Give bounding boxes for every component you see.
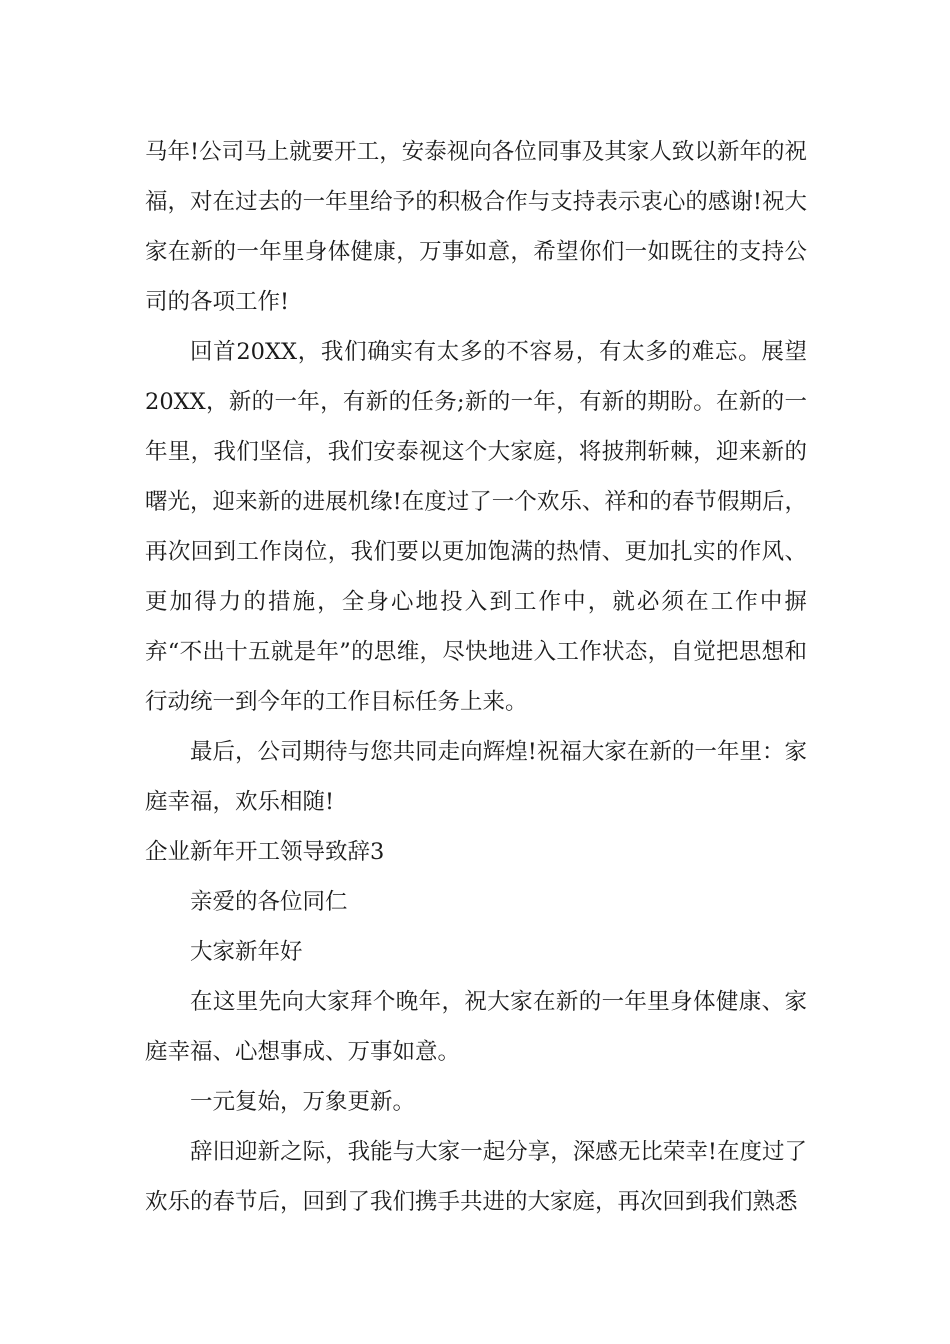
paragraph-renewal: 一元复始，万象更新。: [190, 1089, 416, 1115]
paragraph-late-new-year-wishes: 在这里先向大家拜个晚年，祝大家在新的一年里身体健康、家庭幸福、心想事成、万事如意。: [145, 989, 807, 1065]
section-heading: 企业新年开工领导致辞3: [145, 839, 385, 865]
paragraph-farewell-old-year: 辞旧迎新之际，我能与大家一起分享，深感无比荣幸!在度过了欢乐的春节后，回到了我们携手共进的大家庭，再次回到我们熟悉: [145, 1139, 807, 1215]
paragraph-review-and-outlook: 回首20XX，我们确实有太多的不容易，有太多的难忘。展望20XX，新的一年，有新的任务;新的一年，有新的期盼。在新的一年里，我们坚信，我们安泰视这个大家庭，将披荆斩棘，迎来新的曙光，迎来新的进展机缘!在度过了一个欢乐、祥和的春节假期后，再次回到工作岗位，我们要以更加饱满的热情、更加扎实的作风、更加得力的措施，全身心地投入到工作中，就必须在工作中摒弃“不出十五就是年”的思维，尽快地进入工作状态，自觉把思想和行动统一到今年的工作目标任务上来。: [145, 339, 807, 715]
paragraph-salutation: 亲爱的各位同仁: [190, 889, 348, 915]
paragraph-greeting: 大家新年好: [190, 939, 303, 965]
paragraph-new-year-greeting: 马年!公司马上就要开工，安泰视向各位同事及其家人致以新年的祝福，对在过去的一年里给予的积极合作与支持表示衷心的感谢!祝大家在新的一年里身体健康，万事如意，希望你们一如既往的支持公司的各项工作!: [145, 139, 807, 315]
document-body: [145, 127, 807, 1227]
paragraph-closing-wishes: 最后，公司期待与您共同走向辉煌!祝福大家在新的一年里：家庭幸福，欢乐相随!: [145, 739, 807, 815]
